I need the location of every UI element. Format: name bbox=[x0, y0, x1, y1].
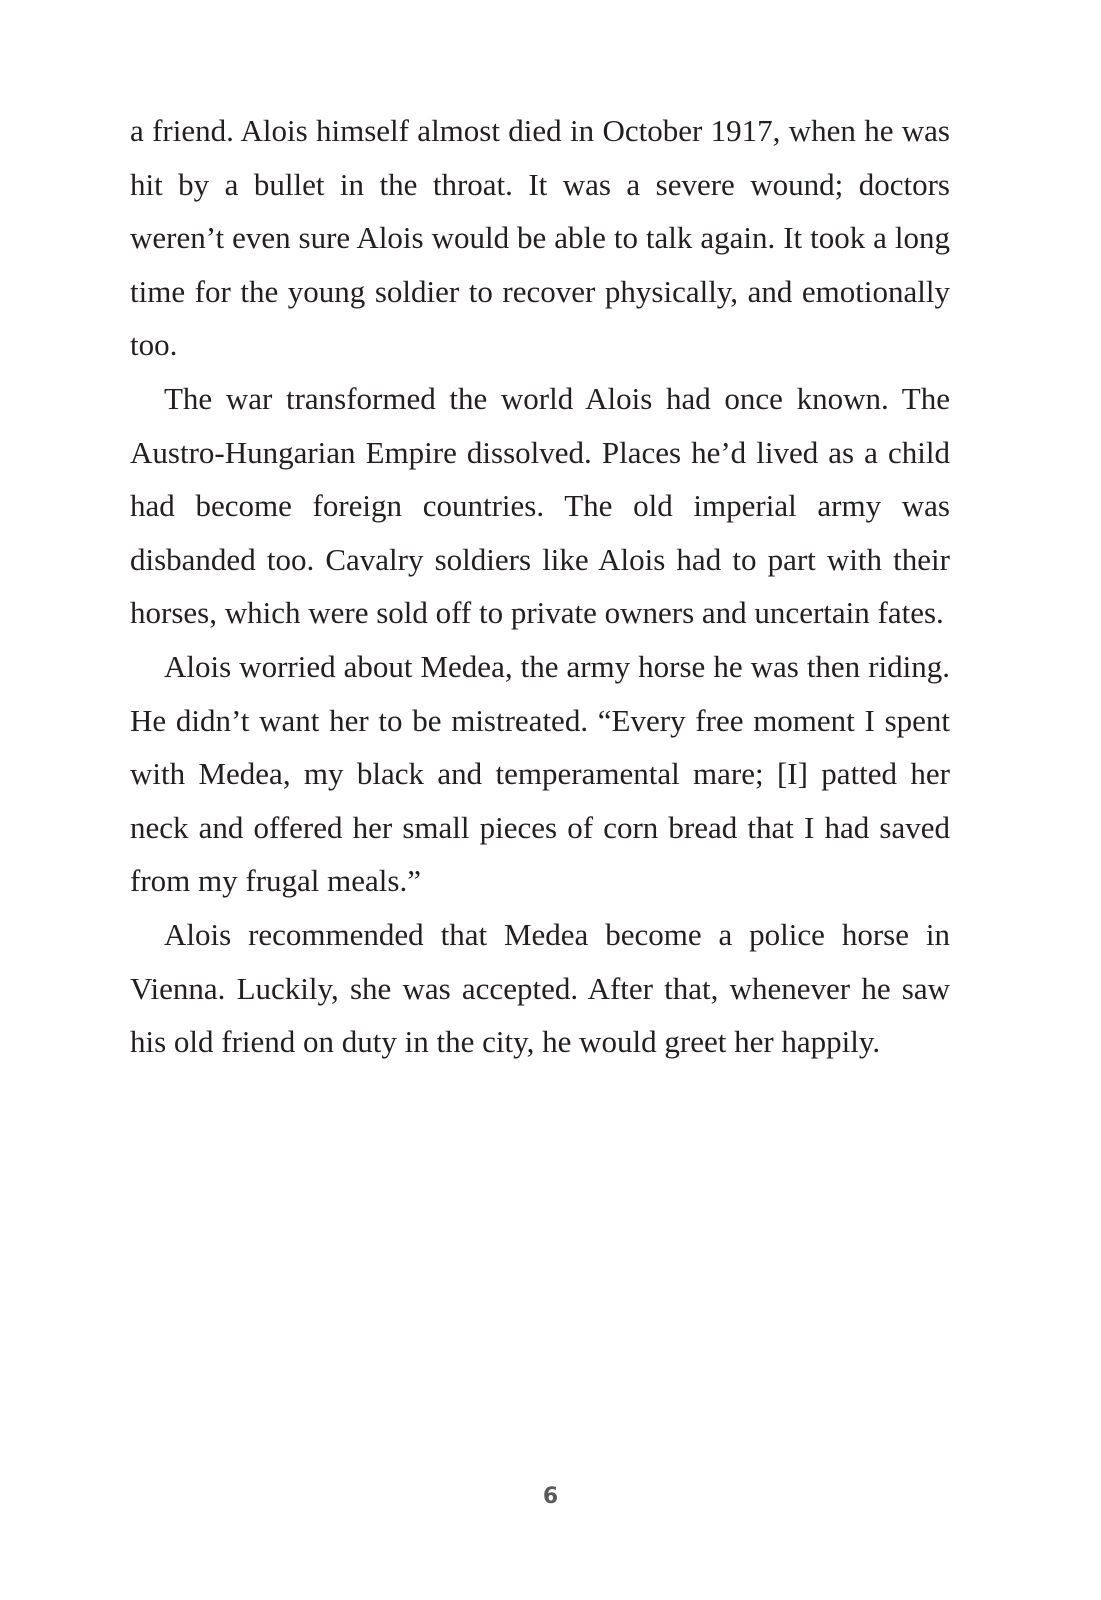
paragraph-medea-worry: Alois worried about Medea, the army horse he was then riding. He didn’t want her to be mistreated. “Every free moment I spent with Medea, my black and temperamental mare; [I] patted her neck and offered her small pieces of corn bread that I had saved from my frugal meals.” bbox=[130, 648, 950, 899]
body-text bbox=[130, 104, 950, 1069]
paragraph-continuation: a friend. Alois himself almost died in October 1917, when he was hit by a bullet in the throat. It was a severe wound; doctors weren’t even sure Alois would be able to talk again. It took a long time for the young soldier to recover physically, and emotionally too. bbox=[130, 113, 950, 363]
paragraph-war-transformed: The war transformed the world Alois had once known. The Austro-Hungarian Empire dissolved. Places he’d lived as a child had become foreign countries. The old imperial army was disbanded too. Cavalry soldiers like Alois had to part with their horses, which were sold off to private owners and uncertain fates. bbox=[130, 380, 950, 631]
paragraph-police-horse: Alois recommended that Medea become a police horse in Vienna. Luckily, she was accepted. After that, whenever he saw his old friend on duty in the city, he would greet her happily. bbox=[130, 916, 950, 1060]
page-number: 6 bbox=[542, 1484, 559, 1509]
